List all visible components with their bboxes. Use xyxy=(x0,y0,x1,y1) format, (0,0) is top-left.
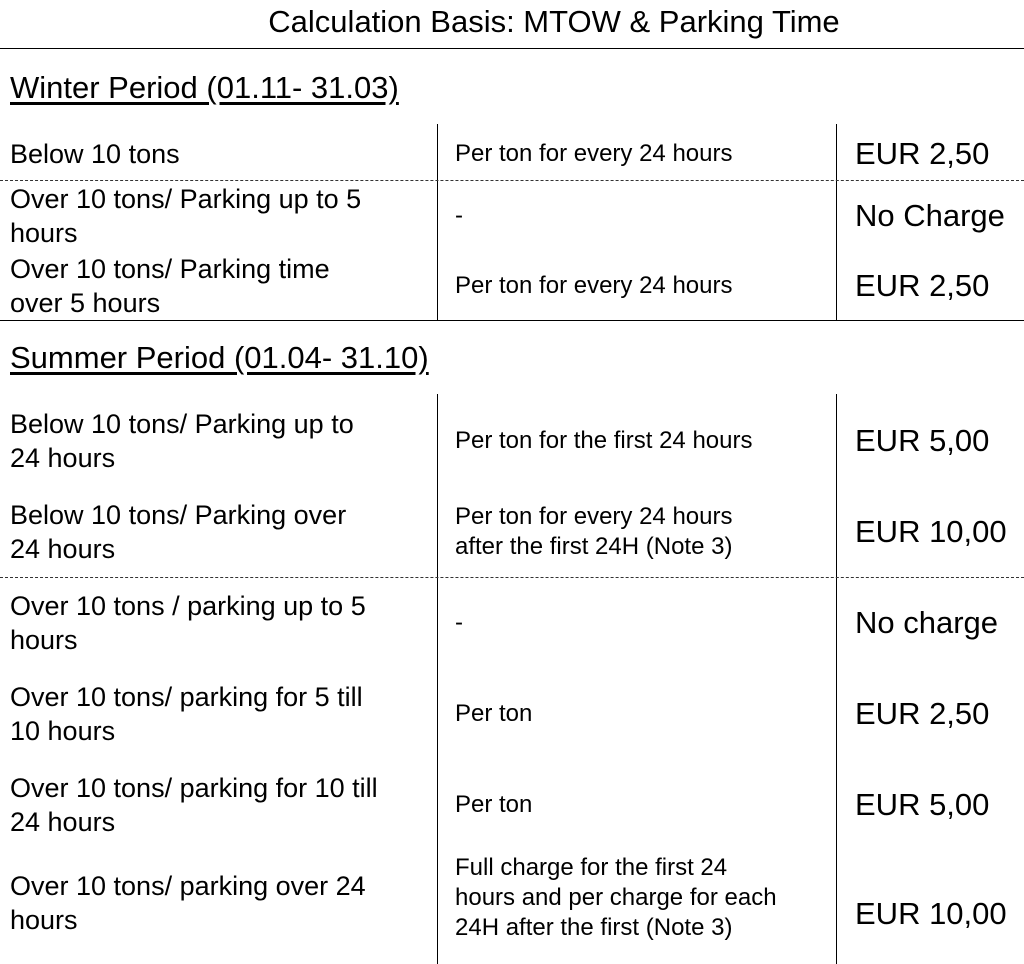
summer-row-2-desc: Below 10 tons/ Parking over 24 hours xyxy=(10,500,347,564)
summer-row-5-condition: Per ton xyxy=(455,791,533,818)
winter-row-divider xyxy=(0,180,1024,181)
summer-row-divider xyxy=(0,577,1024,578)
winter-row-3-condition: Per ton for every 24 hours xyxy=(455,272,733,299)
summer-row-5-desc: Over 10 tons/ parking for 10 till 24 hours xyxy=(10,773,378,837)
winter-row-1-condition: Per ton for every 24 hours xyxy=(455,140,733,167)
summer-row-1-desc: Below 10 tons/ Parking up to 24 hours xyxy=(10,409,354,473)
summer-row-3-condition: - xyxy=(455,609,463,636)
title-divider xyxy=(0,48,1024,49)
summer-row-4-desc: Over 10 tons/ parking for 5 till 10 hours xyxy=(10,682,363,746)
summer-row-6-desc: Over 10 tons/ parking over 24 hours xyxy=(10,871,366,935)
summer-row-3-rate: No charge xyxy=(855,605,999,640)
winter-row-2-condition: - xyxy=(455,202,463,229)
summer-row-3-desc: Over 10 tons / parking up to 5 hours xyxy=(10,591,366,655)
winter-row-1-desc: Below 10 tons xyxy=(10,139,180,169)
summer-row-1-condition: Per ton for the first 24 hours xyxy=(455,427,753,454)
winter-row-1-rate: EUR 2,50 xyxy=(855,136,990,171)
winter-row-3-rate: EUR 2,50 xyxy=(855,268,990,303)
summer-row-4-rate: EUR 2,50 xyxy=(855,696,990,731)
summer-row-2-condition: Per ton for every 24 hours after the first 24H (Note 3) xyxy=(455,503,733,560)
summer-row-6-condition: Full charge for the first 24 hours and per charge for each 24H after the first (Note 3) xyxy=(455,854,777,941)
page-title: Calculation Basis: MTOW & Parking Time xyxy=(268,4,840,39)
summer-column-divider-2 xyxy=(836,394,837,964)
summer-row-6-rate: EUR 10,00 xyxy=(855,896,1007,931)
winter-row-2-rate: No Charge xyxy=(855,198,1005,233)
summer-row-2-rate: EUR 10,00 xyxy=(855,514,1007,549)
summer-row-1-rate: EUR 5,00 xyxy=(855,423,990,458)
summer-row-5-rate: EUR 5,00 xyxy=(855,787,990,822)
winter-section-end-rule xyxy=(0,320,1024,321)
winter-row-2-desc: Over 10 tons/ Parking up to 5 hours xyxy=(10,184,362,248)
winter-row-3-desc: Over 10 tons/ Parking time over 5 hours xyxy=(10,254,330,318)
summer-row-4-condition: Per ton xyxy=(455,700,533,727)
winter-column-divider-2 xyxy=(836,124,837,321)
summer-heading: Summer Period (01.04- 31.10) xyxy=(10,340,429,375)
winter-column-divider-1 xyxy=(437,124,438,321)
winter-heading: Winter Period (01.11- 31.03) xyxy=(10,70,399,105)
summer-column-divider-1 xyxy=(437,394,438,964)
